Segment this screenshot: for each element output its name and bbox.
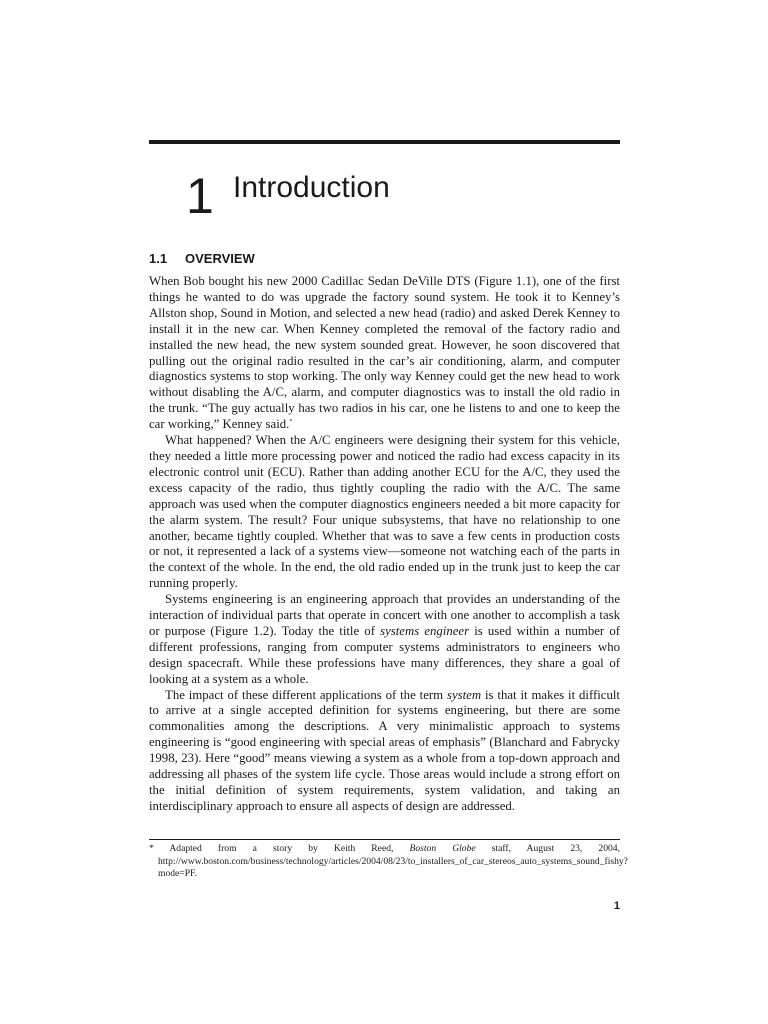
section-title: OVERVIEW	[185, 251, 255, 266]
paragraph	[149, 433, 620, 592]
paragraph-segment: The impact of these different applications of the term	[165, 687, 447, 702]
paragraph-segment: When Bob bought his new 2000 Cadillac Sedan DeVille DTS (Figure 1.1), one of the first things he wanted to do was upgrade the factory sound system. He took it to Kenney’s Allston shop, Sound in Motion, and selected a new head (radio) and asked Derek Kenney to install it in the new car. When Kenney completed the removal of the factory radio and installed the new head, the new system sounded great. However, he soon discovered that pulling out the original radio resulted in the car’s air conditioning, alarm, and computer diagnostics systems to stop working. The only way Kenney could get the new head to work without disabling the A/C, alarm, and computer diagnostics was to install the old radio in the trunk. “The guy actually has two radios in his car, one he listens to and one to keep the car working,” Kenney said.	[149, 274, 620, 432]
footnote	[149, 843, 628, 881]
chapter-number: 1	[186, 168, 214, 224]
paragraph-segment: systems engineer	[380, 623, 470, 638]
paragraph-segment: *	[289, 419, 293, 426]
footnote-segment: * Adapted from a story by Keith Reed,	[149, 843, 410, 854]
paragraph-segment: is used within a number of different professions, ranging from computer systems administrators to engineers who design spacecraft. While these professions have many differences, they share a goal of looking at a system as a whole.	[149, 623, 620, 686]
page-number: 1	[613, 900, 620, 912]
section-heading	[149, 250, 255, 268]
chapter-top-rule	[149, 140, 620, 144]
paragraph-segment: Systems engineering is an engineering approach that provides an understanding of the interaction of individual parts that operate in concert with one another to accomplish a task or purpose (Figure 1.2). Today the title of	[149, 592, 620, 638]
paragraph-segment: system	[446, 687, 482, 702]
paragraph-segment: is that it makes it difficult to arrive at a single accepted definition for systems engineering, but there are some commonalities among the descriptions. A very minimalistic approach to systems engineering is “good engineering with special areas of emphasis” (Blanchard and Fabrycky 1998, 23). Here “good” means viewing a system as a whole from a top-down approach and addressing all phases of the system life cycle. Those areas would include a strong effort on the initial definition of system requirements, system validation, and taking an interdisciplinary approach to ensure all aspects of design are addressed.	[149, 687, 620, 813]
section-number: 1.1	[149, 251, 168, 266]
footnote-segment: staff, August 23, 2004, http://www.boston.com/business/technology/articles/2004/08/23/to_installers_of_car_stereos_auto_systems_sound_fishy?mode=PF.	[158, 843, 628, 880]
chapter-title: Introduction	[233, 171, 390, 204]
footnote-rule	[149, 839, 620, 840]
paragraph	[149, 688, 620, 815]
paragraph	[149, 592, 620, 687]
paragraph	[149, 274, 620, 433]
body-text	[149, 274, 620, 815]
footnote-segment: Boston Globe	[409, 843, 476, 854]
paragraph-segment: What happened? When the A/C engineers were designing their system for this vehicle, they needed a little more processing power and noticed the radio had excess capacity in its electronic control unit (ECU). Rather than adding another ECU for the A/C, they used the excess capacity of the radio, thus tightly coupling the radio with the A/C. The same approach was used when the computer diagnostics engineers needed a bit more capacity for the alarm system. The result? Four unique subsystems, that have no relationship to one another, became tightly coupled. Whether that was to save a few cents in production costs or not, it represented a lack of a systems view—someone not watching each of the parts in the context of the whole. In the end, the old radio ended up in the trunk just to keep the car running properly.	[149, 433, 620, 591]
